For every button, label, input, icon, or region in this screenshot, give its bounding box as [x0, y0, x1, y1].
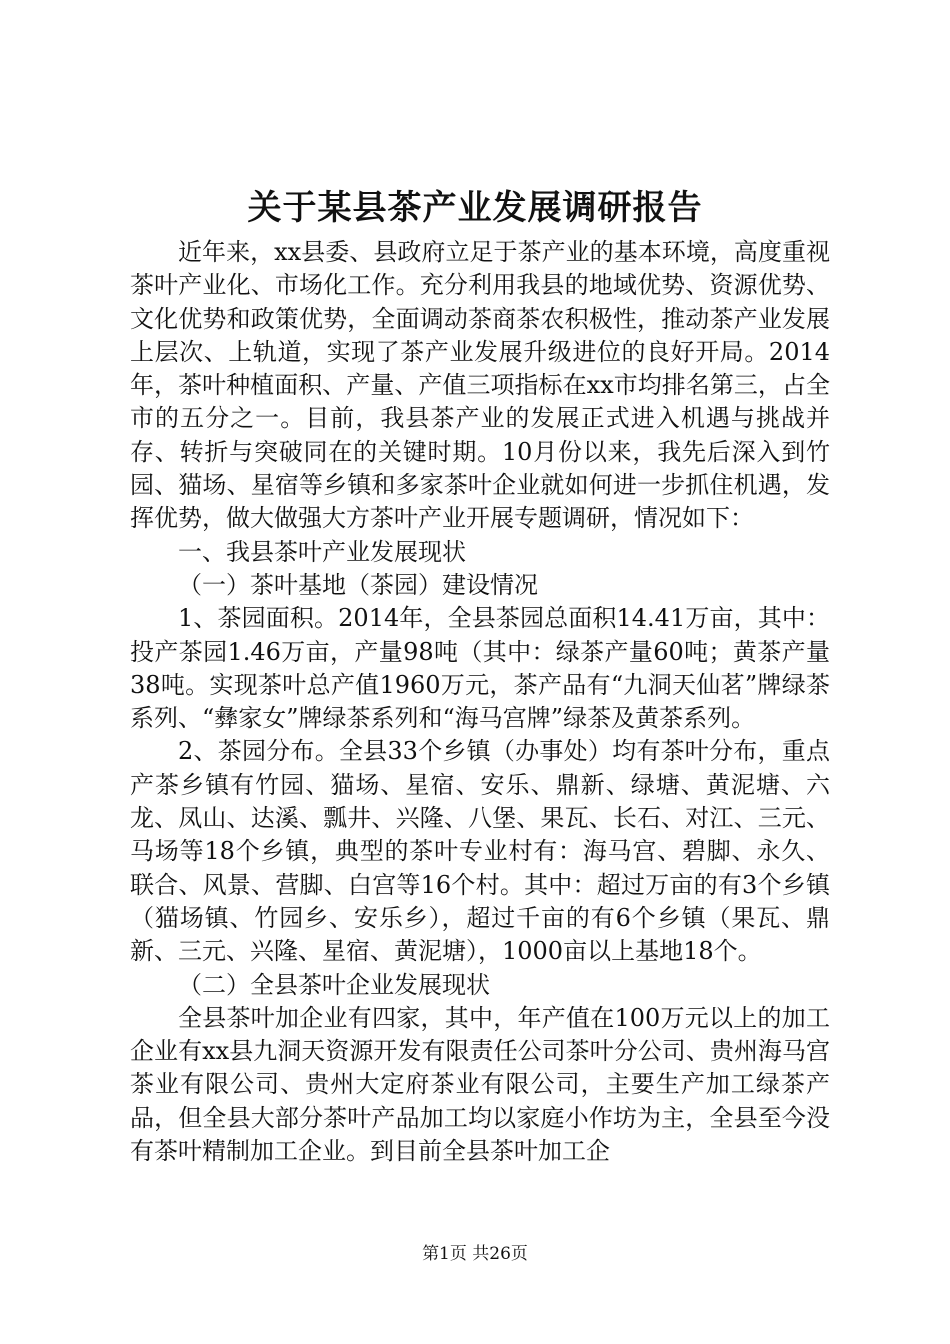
document-body — [130, 236, 830, 1168]
subsection-heading-1: （一）茶叶基地（茶园）建设情况 — [178, 570, 538, 599]
subsection-heading-2: （二）全县茶叶企业发展现状 — [178, 970, 490, 999]
page-number-footer: 第1页 共26页 — [422, 1244, 528, 1264]
document-title: 关于某县茶产业发展调研报告 — [247, 188, 703, 228]
section-heading-1: 一、我县茶叶产业发展现状 — [178, 537, 466, 566]
paragraph-intro: 近年来，xx县委、县政府立足于茶产业的基本环境，高度重视茶叶产业化、市场化工作。充分利用我县的地域优势、资源优势、文化优势和政策优势，全面调动茶商茶农积极性，推动茶产业发展上层次、上轨道，实现了茶产业发展升级进位的良好开局。2014年，茶叶种植面积、产量、产值三项指标在xx市均排名第三，占全市的五分之一。目前，我县茶产业的发展正式进入机遇与挑战并存、转折与突破同在的关键时期。10月份以来，我先后深入到竹园、猫场、星宿等乡镇和多家茶叶企业就如何进一步抓住机遇，发挥优势，做大做强大方茶叶产业开展专题调研，情况如下： — [130, 238, 830, 533]
paragraph-tea-garden-area: 1、茶园面积。2014年，全县茶园总面积14.41万亩，其中：投产茶园1.46万亩，产量98吨（其中：绿茶产量60吨；黄茶产量38吨。实现茶叶总产值1960万元，茶产品有“九洞天仙茗”牌绿茶系列、“彝家女”牌绿茶系列和“海马宫牌”绿茶及黄茶系列。 — [130, 604, 830, 733]
paragraph-tea-garden-distribution: 2、茶园分布。全县33个乡镇（办事处）均有茶叶分布，重点产茶乡镇有竹园、猫场、星宿、安乐、鼎新、绿塘、黄泥塘、六龙、凤山、达溪、瓢井、兴隆、八堡、果瓦、长石、对江、三元、马场等18个乡镇，典型的茶叶专业村有：海马宫、碧脚、永久、联合、风景、营脚、白宫等16个村。其中：超过万亩的有3个乡镇（猫场镇、竹园乡、安乐乡），超过千亩的有6个乡镇（果瓦、鼎新、三元、兴隆、星宿、黄泥塘），1000亩以上基地18个。 — [130, 737, 830, 966]
paragraph-tea-enterprises: 全县茶叶加企业有四家，其中，年产值在100万元以上的加工企业有xx县九洞天资源开发有限责任公司茶叶分公司、贵州海马宫茶业有限公司、贵州大定府茶业有限公司，主要生产加工绿茶产品，但全县大部分茶叶产品加工均以家庭小作坊为主，全县至今没有茶叶精制加工企业。到目前全县茶叶加工企 — [130, 1003, 830, 1166]
